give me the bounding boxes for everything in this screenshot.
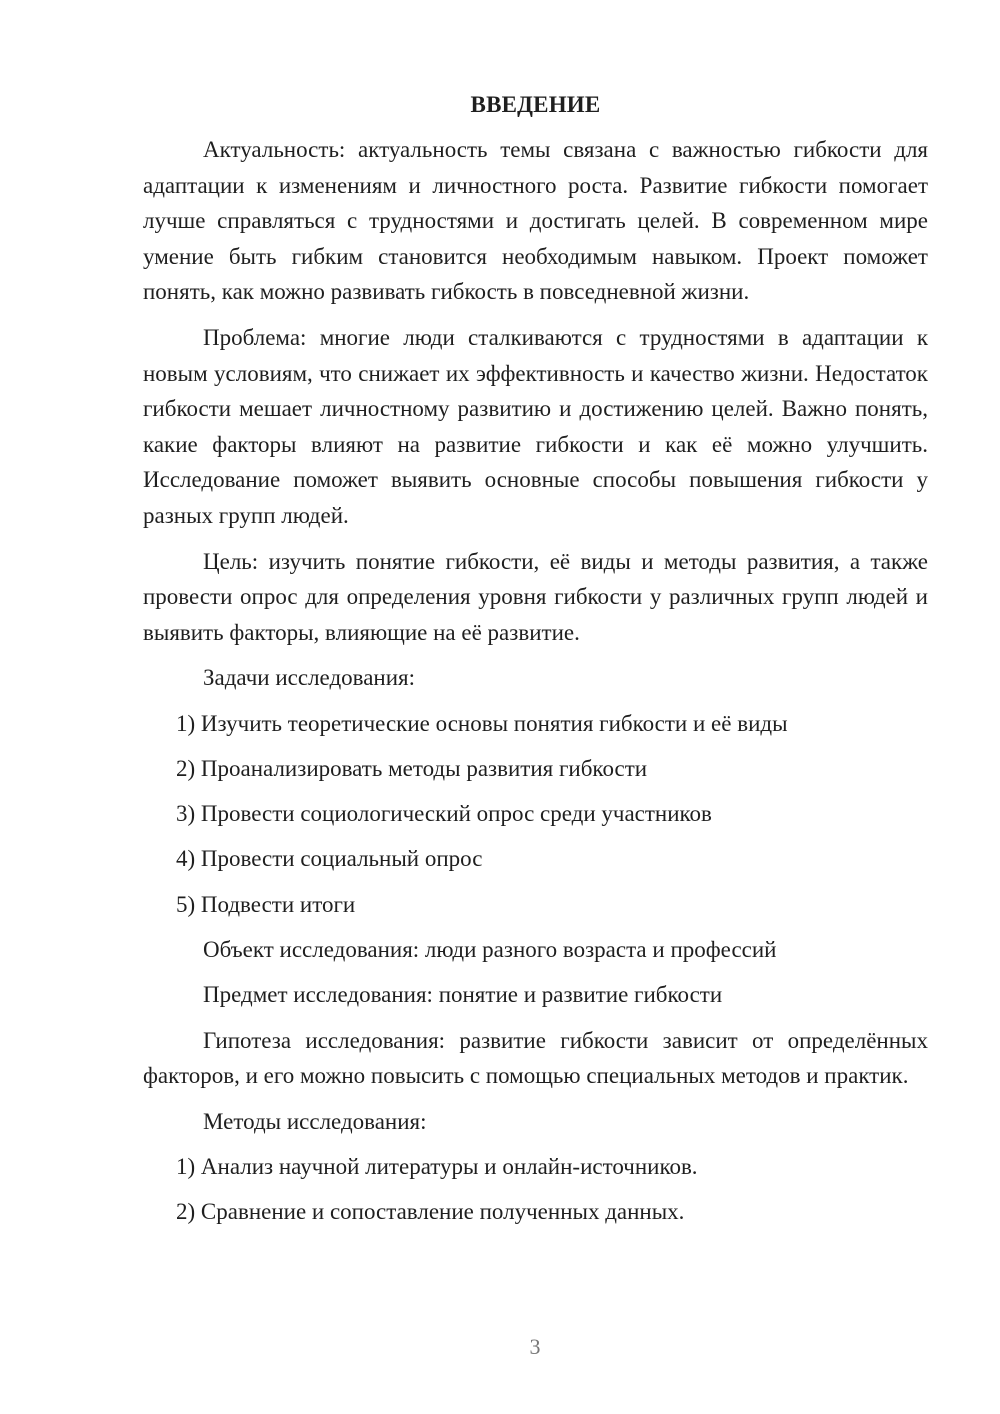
research-object: Объект исследования: люди разного возраста и профессий — [203, 937, 777, 962]
tasks-heading: Задачи исследования: — [203, 665, 416, 691]
list-item: 2) Проанализировать методы развития гибкости — [176, 755, 648, 781]
methods-heading: Методы исследования: — [203, 1108, 427, 1134]
problem-paragraph: Проблема: многие люди сталкиваются с трудностями в адаптации к новым условиям, что снижает их эффективность и качество жизни. Недостаток гибкости мешает личностному развитию и достижению целей. Важно понять, какие факторы влияют на развитие гибкости и как её можно улучшить. Исследование поможет выявить основные способы повышения гибкости у разных групп людей. — [143, 324, 928, 528]
list-item: 1) Изучить теоретические основы понятия гибкости и её виды — [176, 710, 788, 736]
hypothesis-paragraph: Гипотеза исследования: развитие гибкости зависит от определённых факторов, и его можно повысить с помощью специальных методов и практик. — [143, 1027, 928, 1089]
list-item: 5) Подвести итоги — [176, 891, 356, 917]
relevance-paragraph: Актуальность: актуальность темы связана с важностью гибкости для адаптации к изменениям и личностного роста. Развитие гибкости помогает лучше справляться с трудностями и достигать целей. В современном мире умение быть гибким становится необходимым навыком. Проект поможет понять, как можно развивать гибкость в повседневной жизни. — [143, 137, 928, 305]
list-item: 1) Анализ научной литературы и онлайн-источников. — [176, 1154, 698, 1180]
list-item: 3) Провести социологический опрос среди участников — [176, 801, 712, 827]
list-item: 2) Сравнение и сопоставление полученных данных. — [176, 1199, 685, 1225]
page-title: ВВЕДЕНИЕ — [470, 92, 601, 117]
list-item: 4) Провести социальный опрос — [176, 846, 483, 872]
page-number: 3 — [529, 1334, 541, 1359]
goal-paragraph: Цель: изучить понятие гибкости, её виды и методы развития, а также провести опрос для определения уровня гибкости у различных групп людей и выявить факторы, влияющие на её развитие. — [143, 548, 928, 645]
document-page — [143, 92, 928, 1240]
research-subject: Предмет исследования: понятие и развитие гибкости — [203, 982, 723, 1008]
